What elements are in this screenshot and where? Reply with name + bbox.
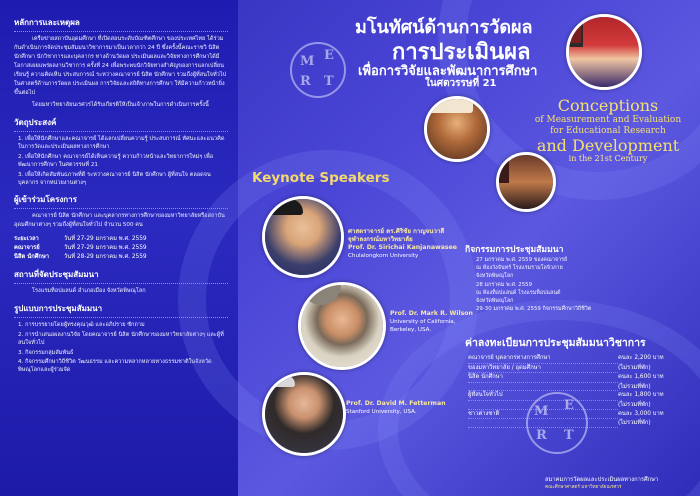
schedule-line: 29-30 มกราคม พ.ศ. 2559 กิจกรรมศึกษาวิถีชีวิต (476, 306, 592, 313)
headline-english-line2: of Measurement and Evaluation (534, 115, 682, 125)
fee-row (468, 419, 690, 428)
fee-who: ของมหาวิทยาลัย / อุดมศึกษา (468, 364, 618, 374)
mert-logo-letter: T (324, 74, 334, 89)
fee-amount: คนละ 2,200 บาท (618, 355, 664, 361)
duration-row-value: วันที่ 27-29 มกราคม พ.ศ. 2559 (64, 236, 147, 243)
rationale-heading: หลักการและเหตุผล (14, 16, 228, 32)
venue-heading: สถานที่จัดประชุมสัมมนา (14, 268, 228, 284)
speaker-caption-wilson (390, 310, 473, 334)
fee-who: นิสิต นักศึกษา (468, 373, 618, 383)
fee-row (468, 401, 690, 410)
organizer-name: สมาคมการวัดผลและประเมินผลทางการศึกษา (545, 477, 659, 483)
schedule-list (476, 256, 691, 313)
objectives-heading: วัตถุประสงค์ (14, 116, 228, 132)
headline-english-line1: Conceptions (557, 96, 659, 115)
organizer-footer (545, 474, 658, 491)
schedule-heading: กิจกรรมการประชุมสัมมนา (465, 245, 564, 255)
speaker-caption-sirichai (348, 228, 457, 260)
speaker-thai-name: ศาสตราจารย์ ดร.ศิริชัย กาญจนวาสี (348, 228, 445, 235)
rationale-paragraph: เครือข่ายสถาบันอุดมศึกษา ที่เปิดสอนระดับบัณฑิตศึกษา ของประเทศไทย ได้ร่วมกันดำเนินการจัดประชุมสัมมนาวิชาการมาเป็นเวลากว่า 24 ปี ซึ่งครั้งนี้คณะราชวิ นิสิต นักศึกษา นักวิชาการและบุคลากร ทางด้านวัดผล ประเมินผลและวิจัยทางการศึกษาได้มีโอกาสเผยแพร่ผลงานวิชาการ ครั้งที่ 24 เพื่อพระพบนักวิจัยทางสำคัญของการแลกเปลี่ยนเรียนรู้ ความคิดเห็น ประสบการณ์ ระหว่างคณาจารย์ นิสิต นักศึกษา รวมถึงผู้ที่สนใจทั่วไป ในศาสตร์ด้านการวัดผล ประเมินผล การวิจัยและสถิติทางการศึกษา ให้มีความก้าวหน้ายิ่งขึ้นต่อไป (14, 36, 227, 96)
speaker-thai-affiliation: จุฬาลงกรณ์มหาวิทยาลัย (348, 236, 413, 243)
mert-logo-letter: R (300, 74, 311, 89)
headline-english (516, 96, 700, 163)
schedule-line: ณ ห้องท็อปแลนด์ โรงแรมท็อปแลนด์ (476, 289, 561, 296)
speaker-photo-wilson (298, 282, 386, 370)
fee-note: (ไม่รวมที่พัก) (618, 383, 651, 390)
speaker-affiliation: University of California, Berkeley, USA. (390, 319, 456, 333)
keynote-heading: Keynote Speakers (252, 170, 390, 186)
speaker-affiliation: Chulalongkorn University (348, 253, 419, 259)
mert-logo-letter: M (300, 54, 315, 69)
fee-who: ชาวต่างชาติ (468, 410, 618, 420)
fee-spacer (468, 401, 618, 410)
schedule-line: จังหวัดพิษณุโลก (476, 273, 514, 280)
rationale-host-paragraph: โดยมหาวิทยาลัยนเรศวรได้รับเกียรติให้เป็นเจ้าภาพในการดำเนินการครั้งนี้ (32, 102, 209, 108)
fee-spacer (468, 383, 618, 392)
fee-row (468, 391, 690, 401)
format-item: 1. การบรรยายโดยผู้ทรงคุณวุฒิ และอภิปราย ซักถาม (18, 322, 145, 329)
fee-note: (ไม่รวมที่พัก) (618, 364, 651, 371)
event-photo-meeting (424, 96, 490, 162)
schedule-line: 28 มกราคม พ.ศ. 2559 (476, 281, 533, 288)
schedule-line: จังหวัดพิษณุโลก (476, 298, 514, 305)
headline-thai-line3: เพื่อการวิจัยและพัฒนาการศึกษา (358, 64, 538, 79)
objective-item: 1. เพื่อให้นักศึกษาและคณาจารย์ ได้แลกเปลี่ยนความรู้ ประสบการณ์ ทัศนะและแนวคิดในการวัดและประเมินผลทางการศึกษา (18, 136, 225, 151)
headline-english-line3: for Educational Research (550, 126, 666, 136)
duration-row-value: วันที่ 27-29 มกราคม พ.ศ. 2559 (64, 245, 147, 252)
fee-amount: คนละ 3,000 บาท (618, 410, 664, 417)
organizer-sub: คณะศึกษาศาสตร์ มหาวิทยาลัยนเรศวร (545, 485, 622, 490)
speaker-english-name: Prof. Dr. Mark R. Wilson (390, 310, 473, 317)
mert-logo (290, 42, 346, 98)
duration-row-value: วันที่ 28-29 มกราคม พ.ศ. 2559 (64, 254, 147, 261)
objectives-list (14, 135, 228, 187)
fee-amount: คนละ 1,600 บาท (618, 374, 664, 381)
fee-who: คณาจารย์ บุคลากรทางการศึกษา (468, 354, 618, 364)
headline-english-line4: and Development (536, 136, 680, 155)
fee-row (468, 383, 690, 392)
speaker-english-name: Prof. Dr. David M. Fetterman (346, 400, 446, 407)
speaker-caption-fetterman (346, 400, 446, 416)
fee-row (468, 373, 690, 383)
headline-english-line5: in the 21st Century (568, 154, 648, 163)
fees-table (468, 354, 690, 428)
fee-amount: คนละ 1,800 บาท (618, 392, 664, 399)
schedule-line: ณ ห้องวังจันทร์ โรงแรมรามโลจิวภาย (476, 265, 563, 272)
duration-row-key: ระยะเวลา (14, 236, 39, 243)
speaker-affiliation: Stanford University, USA. (346, 409, 417, 415)
objective-item: 3. เพื่อให้เกิดสัมพันธภาพที่ดี ระหว่างคณาจารย์ นิสิต นักศึกษา ผู้ที่สนใจ ตลอดจนบุคลากร จากหน่วยงานต่างๆ (18, 171, 211, 187)
participants-text: คณาจารย์ นิสิต นักศึกษา และบุคลากรทางการศึกษาของมหาวิทยาลัยหรือสถาบันอุดมศึกษาต่างๆ รวมถึงผู้ที่สนใจทั่วไป จำนวน 500 คน (14, 213, 225, 229)
headline-thai-line2: การประเมินผล (392, 40, 531, 65)
format-item: 4. กิจกรรมศึกษาวิถีชีวิต วัฒนธรรม และความหลากหลายทางธรรมชาติในจังหวัดพิษณุโลกและผู้ร่วมจัด (18, 359, 212, 374)
duration-row-key: คณาจารย์ (14, 245, 40, 252)
speaker-photo-fetterman (262, 372, 346, 456)
fee-spacer (468, 419, 618, 428)
speaker-photo-sirichai (262, 196, 344, 278)
format-item: 3. กิจกรรมกลุ่มสัมพันธ์ (18, 349, 74, 356)
event-photo-stage (566, 14, 642, 90)
schedule-line: 27 มกราคม พ.ศ. 2559 ของคณาจารย์ (476, 257, 568, 263)
objective-item: 2. เพื่อให้นักศึกษา คณาจารย์ได้เห็นความรู้ ความก้าวหน้าและวิทยาการใหม่ๆ เพื่อพัฒนาการศึกษา ในศตวรรษที่ 21 (18, 153, 214, 169)
format-item: 2. การนำเสนอผลงานวิจัย โดยคณาจารย์ นิสิต นักศึกษาของมหาวิทยาลัยต่างๆ และผู้ที่สนใจทั่วไป (18, 331, 224, 347)
mert-logo-letter: T (564, 428, 574, 443)
format-heading: รูปแบบการประชุมสัมมนา (14, 302, 228, 318)
speaker-english-name: Prof. Dr. Sirichai Kanjanawasee (348, 244, 457, 251)
headline-thai-line4: ในศตวรรษที่ 21 (425, 78, 497, 89)
fee-who: ผู้ที่สนใจทั่วไป (468, 391, 618, 401)
fee-note: (ไม่รวมที่พัก) (618, 401, 651, 408)
fee-row (468, 410, 690, 420)
participants-heading: ผู้เข้าร่วมโครงการ (14, 193, 228, 209)
fees-heading: ค่าลงทะเบียนการประชุมสัมมนาวิชาการ (465, 337, 646, 349)
fee-note: (ไม่รวมที่พัก) (618, 420, 651, 427)
mert-logo-letter: R (536, 428, 547, 443)
mert-logo-letter: E (564, 398, 574, 413)
headline-thai-line1: มโนทัศน์ด้านการวัดผล (355, 17, 533, 38)
mert-logo-letter: M (534, 404, 549, 419)
fee-row (468, 354, 690, 364)
mert-logo-letter: E (324, 48, 334, 63)
venue-text: โรงแรมท็อปแลนด์ อำเภอเมือง จังหวัดพิษณุโลก (32, 288, 146, 295)
duration-row-key: นิสิต นักศึกษา (14, 254, 50, 261)
fee-row (468, 364, 690, 374)
event-photo-audience (496, 152, 556, 212)
